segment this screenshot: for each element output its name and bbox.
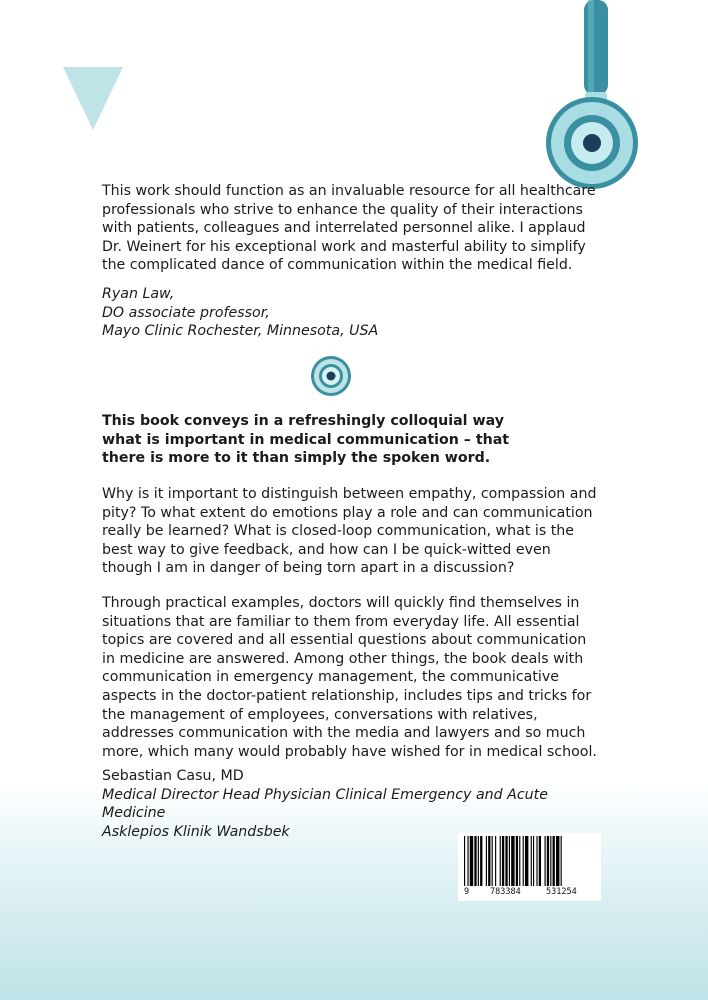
barcode-digits-group1: 783384 [490, 887, 521, 897]
barcode-bars [458, 833, 601, 887]
barcode-bar [553, 836, 555, 886]
barcode-bar [536, 836, 537, 886]
barcode-bar [470, 836, 473, 886]
signature-role: Medical Director Head Physician Clinical Emergency and Acute Medicine [102, 786, 548, 822]
barcode-bar [478, 836, 479, 886]
signature-institution: Asklepios Klinik Wandsbek [102, 823, 290, 840]
barcode-bar [523, 836, 524, 886]
barcode-bar [464, 836, 465, 886]
signature-name: Sebastian Casu, MD [102, 768, 244, 784]
barcode-bar [550, 836, 551, 886]
barcode-bar [547, 836, 549, 886]
blurb-content-paragraph: Through practical examples, doctors will quickly find themselves in situations that are familiar to them from everyday life. All essential topics are covered and all essential questions about communication in medicine are answered. Among other things, the book deals with communication in emergency management, the communicative aspects in the doctor-patient relationship, includes tips and tricks for the management of employees, conversations with relatives, addresses communication with the media and lawyers and so much more, which many would probably have wished for in medical school. [102, 595, 597, 760]
review-author-name: Ryan Law, [102, 286, 175, 302]
barcode-bar [500, 836, 501, 886]
signature-block [102, 767, 602, 841]
barcode-bar [474, 836, 476, 886]
barcode-bar [492, 836, 493, 886]
stethoscope-icon [540, 0, 650, 200]
barcode-digit-lead: 9 [464, 887, 470, 897]
barcode-bar [495, 836, 496, 886]
review-author-affiliation: Mayo Clinic Rochester, Minnesota, USA [102, 323, 379, 340]
barcode-bar [467, 836, 468, 886]
barcode-bar [545, 836, 546, 886]
blurb-questions-paragraph: Why is it important to distinguish between empathy, compassion and pity? To what extent do emotions play a role and can communication really be learned? What is closed-loop communication, what is the best way to give feedback, and how can I be quick-witted even though I am in danger of being torn apart in a discussion? [102, 486, 597, 577]
barcode [458, 833, 601, 901]
barcode-bar [480, 836, 482, 886]
barcode-bar [525, 836, 528, 886]
barcode-bar [533, 836, 534, 886]
barcode-bar [488, 836, 490, 886]
barcode-bar [502, 836, 504, 886]
barcode-bar [539, 836, 541, 886]
barcode-bar [531, 836, 532, 886]
barcode-bar [509, 836, 510, 886]
stethoscope-chestpiece-icon [310, 355, 352, 397]
review-attribution [102, 285, 602, 341]
blurb-highlight: This book conveys in a refreshingly colloquial way what is important in medical communication – that there is more to it than simply the spoken word. [102, 413, 510, 467]
barcode-bar [486, 836, 487, 886]
barcode-bar [511, 836, 514, 886]
barcode-bar [505, 836, 507, 886]
barcode-digits-group2: 531254 [546, 887, 577, 897]
barcode-bar [519, 836, 520, 886]
triangle-decoration [63, 67, 123, 130]
barcode-bar [556, 836, 559, 886]
barcode-bar [516, 836, 518, 886]
review-paragraph: This work should function as an invaluable resource for all healthcare professionals who strive to enhance the quality of their interactions with patients, colleagues and interrelated personnel alike. I applaud Dr. Weinert for his exceptional work and masterful ability to simplify the complicated dance of communication within the medical field. [102, 183, 596, 274]
barcode-bar [561, 836, 562, 886]
review-author-title: DO associate professor, [102, 304, 270, 321]
